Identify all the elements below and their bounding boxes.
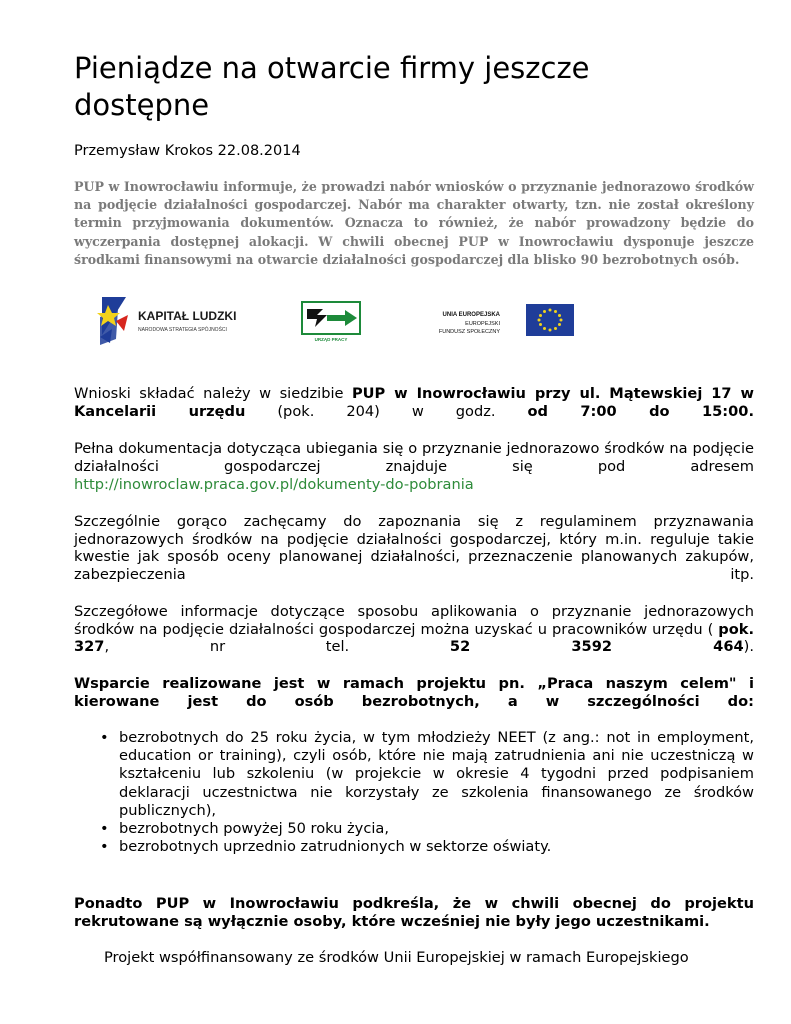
- paragraph-regulations: Szczególnie gorąco zachęcamy do zapoznania się z regulaminem przyznawania jednorazowych środków na podjęcie działalności gospodarczej, który m.in. reguluje takie kwestie jak sposób oceny planowanej działalności, przeznaczenie planowanych zakupów, zabezpieczenia itp.: [74, 513, 754, 583]
- p1-text-c: (pok. 204) w godz.: [245, 402, 528, 420]
- kapital-subtitle: NARODOWA STRATEGIA SPÓJNOŚCI: [138, 327, 227, 333]
- paragraph-documentation: [74, 440, 754, 475]
- documentation-link[interactable]: http://inowroclaw.praca.gov.pl/dokumenty-do-pobrania: [74, 476, 474, 493]
- kapital-ludzki-logo: [96, 287, 271, 369]
- p1-hours: od 7:00 do 15:00.: [527, 402, 754, 420]
- article-title: Pieniądze na otwarcie firmy jeszcze dostępne: [74, 51, 590, 122]
- list-item: • bezrobotnych uprzednio zatrudnionych w sektorze oświaty.: [74, 838, 754, 856]
- p4-phone: 52 3592 464: [449, 638, 744, 656]
- eu-fund-logo: [426, 304, 586, 344]
- paragraph-project: Wsparcie realizowane jest w ramach projektu pn. „Praca naszym celem" i kierowane jest do osób bezrobotnych, a w szczególności do:: [74, 675, 754, 710]
- paragraph-note: Ponadto PUP w Inowrocławiu podkreśla, że w chwili obecnej do projektu rekrutowane są wyłącznie osoby, które wcześniej nie były jego uczestnikami.: [74, 895, 754, 930]
- p2-text: Pełna dokumentacja dotycząca ubiegania się o przyznanie jednorazowo środków na podjęcie działalności gospodarczej znajduje się pod adresem: [74, 440, 754, 475]
- documentation-link-line: [74, 476, 754, 494]
- list-item: • bezrobotnych powyżej 50 roku życia,: [74, 820, 754, 838]
- urzad-pracy-logo: [301, 301, 365, 343]
- eu-line-1: UNIA EUROPEJSKA: [442, 312, 500, 318]
- urzad-caption: URZĄD PRACY: [314, 337, 348, 342]
- eu-line-2: EUROPEJSKI: [465, 321, 500, 327]
- logos-strip: [96, 287, 656, 369]
- p4-text-a: Szczegółowe informacje dotyczące sposobu aplikowania o przyznanie jednorazowych środków na podjęcie działalności gospodarczej można uzyskać u pracowników urzędu (: [74, 603, 754, 638]
- kapital-title: KAPITAŁ LUDZKI: [138, 309, 237, 323]
- list-item: • bezrobotnych do 25 roku życia, w tym młodzieży NEET (z ang.: not in employment, education or training), czyli osób, które nie mają zatrudnienia ani nie uczestniczą w kształceniu lub szkoleniu (w projekcie w okresie 4 tygodni przed podpisaniem deklaracji uczestnictwa nie korzystały ze szkolenia finansowanego ze środków publicznych),: [74, 729, 754, 820]
- p4-text-c: , nr tel.: [104, 638, 450, 656]
- byline: Przemysław Krokos 22.08.2014: [74, 143, 301, 159]
- eligibility-list: [74, 729, 754, 856]
- eu-line-3: FUNDUSZ SPOŁECZNY: [438, 329, 500, 335]
- lead-paragraph: PUP w Inowrocławiu informuje, że prowadzi nabór wniosków o przyznanie jednorazowo środków na podjęcie działalności gospodarczej. Nabór ma charakter otwarty, tzn. nie został określony termin przyjmowania dokumentów. Oznacza to również, że nabór prowadzony będzie do wyczerpania dostępnej alokacji. W chwili obecnej PUP w Inowrocławiu dysponuje jeszcze środkami finansowymi na otwarcie działalności gospodarczej dla blisko 90 bezrobotnych osób.: [74, 179, 754, 267]
- paragraph-submission: [74, 385, 754, 420]
- p4-room: pok. 327: [74, 620, 754, 656]
- paragraph-contact: [74, 603, 754, 656]
- footer-text: Projekt współfinansowany ze środków Unii Europejskiej w ramach Europejskiego: [104, 949, 689, 966]
- p1-text-a: Wnioski składać należy w siedzibie: [74, 385, 352, 402]
- p4-text-e: ).: [743, 638, 754, 656]
- p1-location: PUP w Inowrocławiu przy ul. Mątewskiej 17 w Kancelarii urzędu: [74, 385, 754, 420]
